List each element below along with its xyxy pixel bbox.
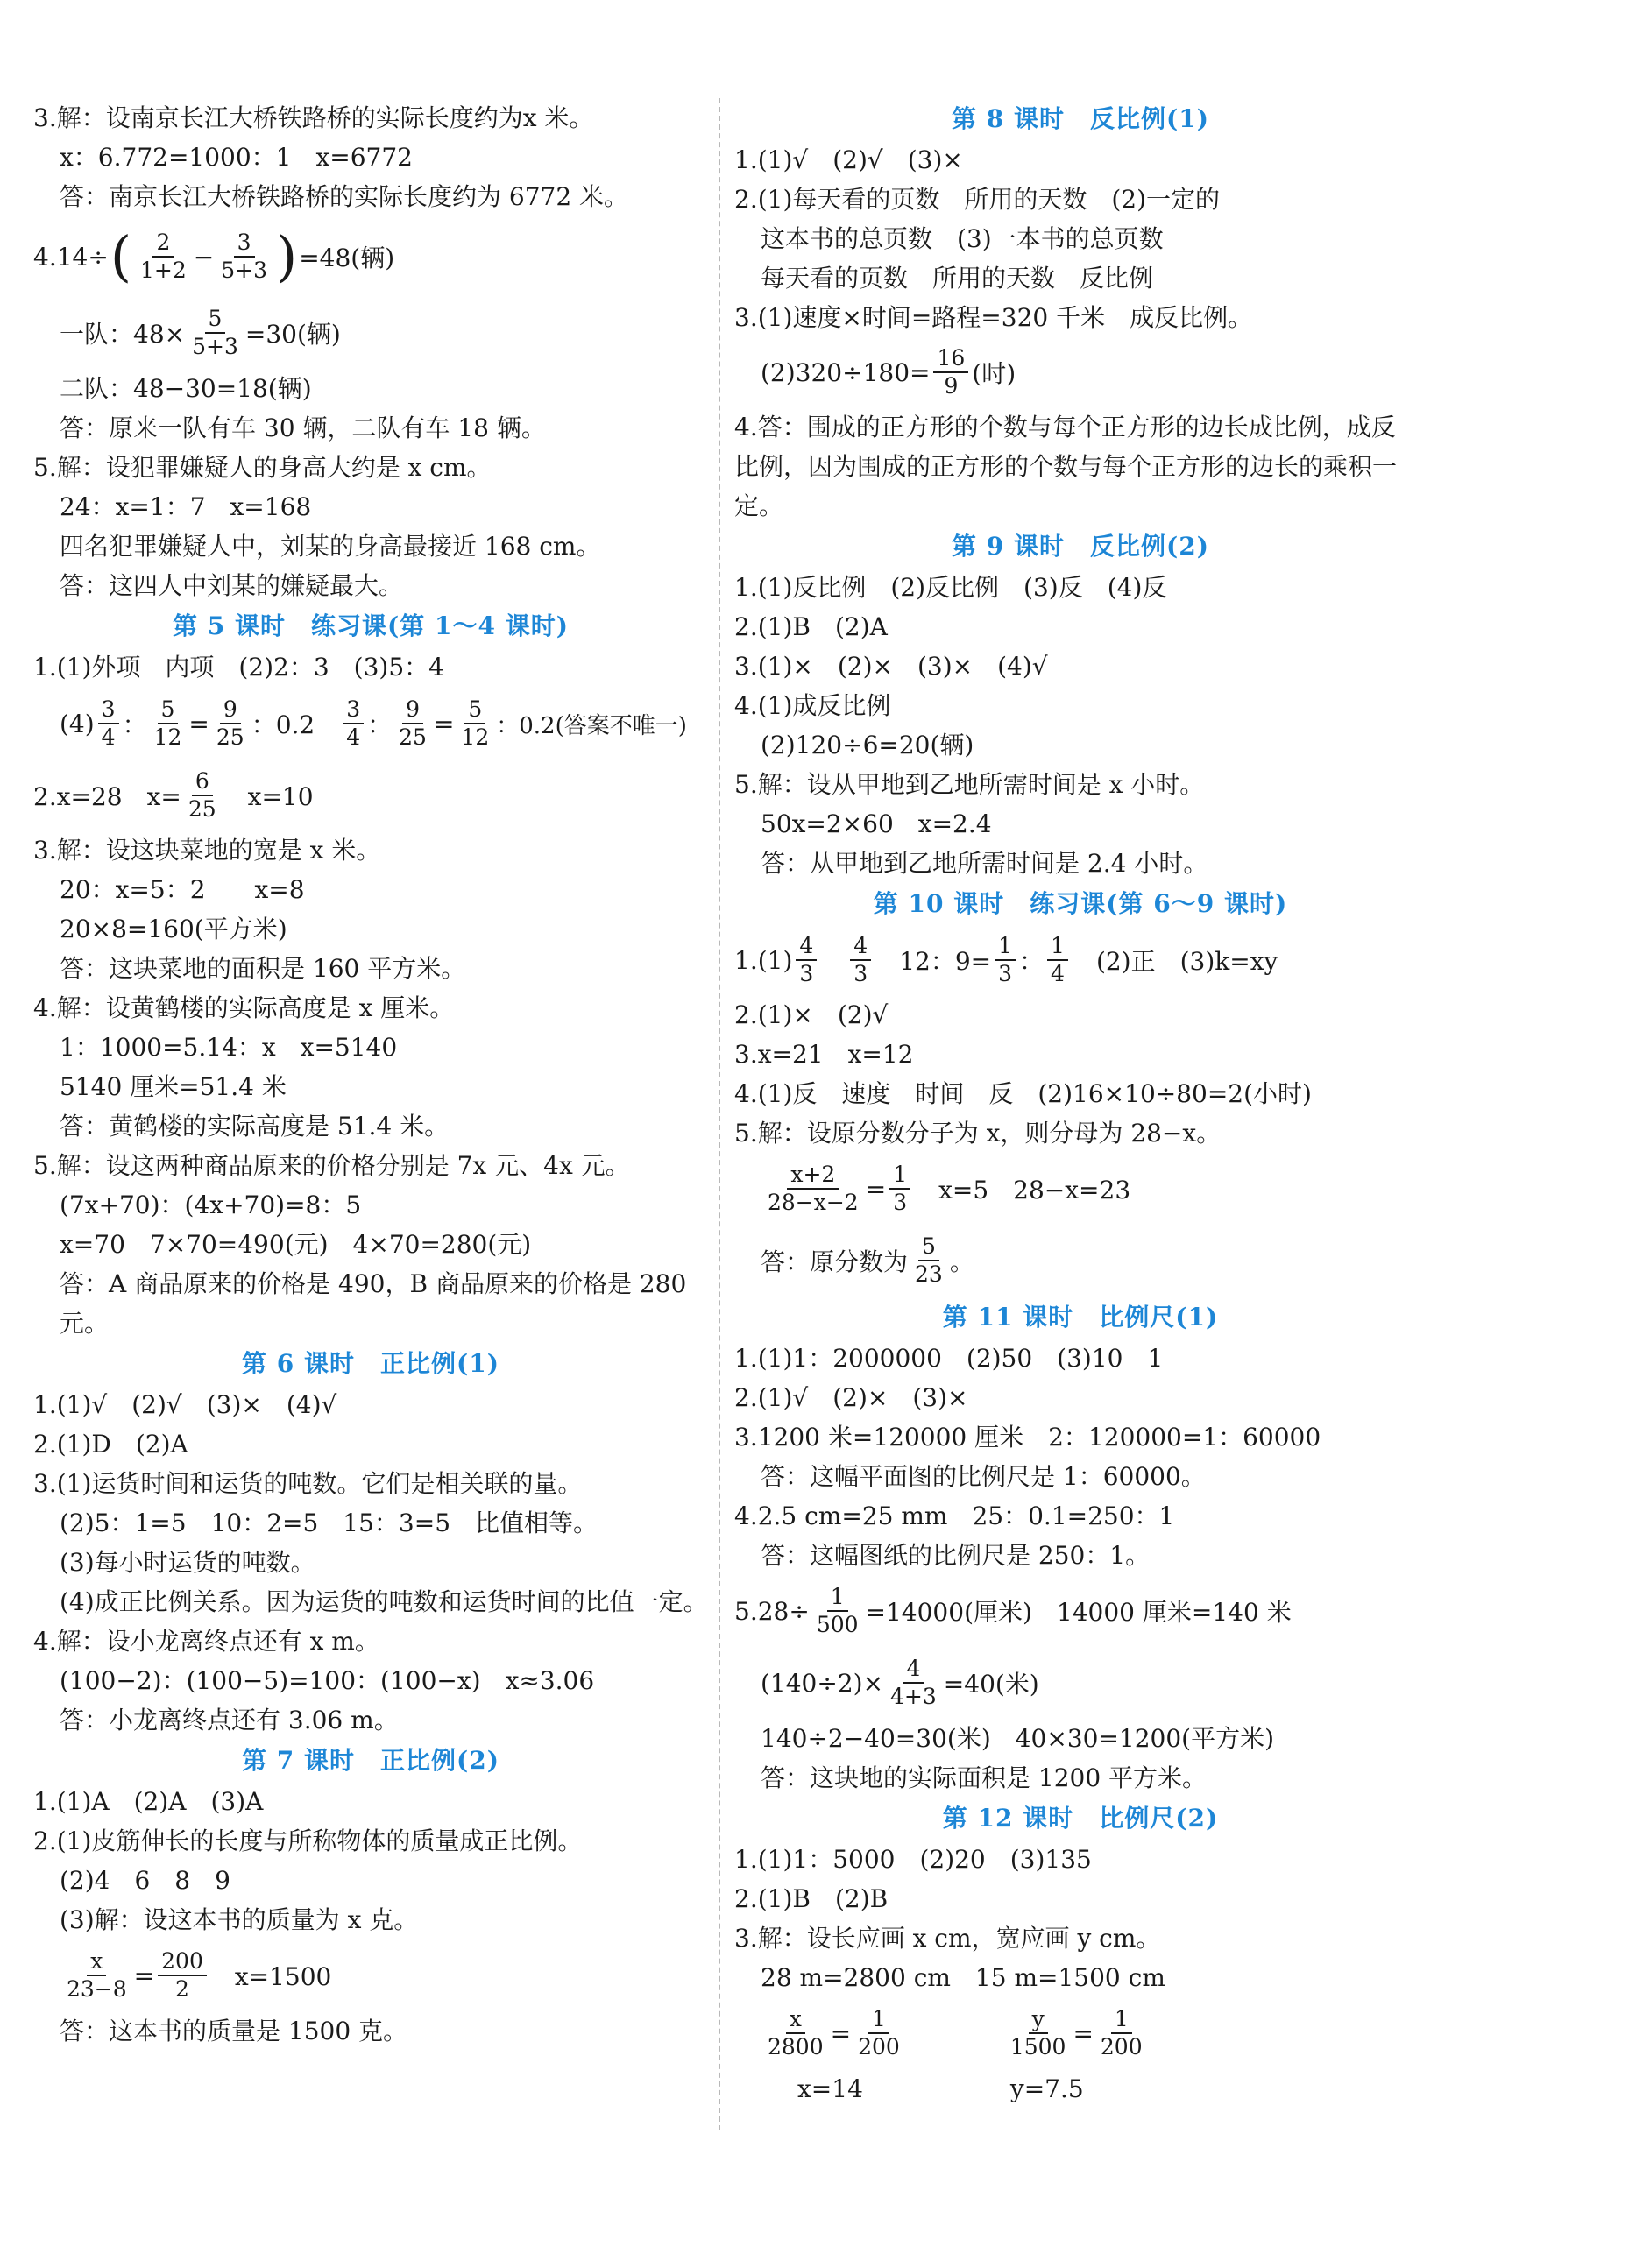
- section-heading-7: 第 7 课时 正比例(2): [242, 1746, 499, 1775]
- s11-q5-line3: 140÷2−40=30(米) 40×30=1200(平方米): [761, 1724, 1275, 1753]
- s6-q1: 1.(1)√ (2)√ (3)× (4)√: [33, 1390, 337, 1419]
- s9-q5-answer: 答：从甲地到乙地所需时间是 2.4 小时。: [761, 849, 1208, 878]
- s12-q3-line2: 28 m=2800 cm 15 m=1500 cm: [761, 1963, 1165, 1992]
- s5-q4-line2: 1：1000=5.14：x x=5140: [60, 1033, 398, 1062]
- column-divider: [719, 98, 720, 2130]
- s10-q1: 1.(1) $\frac{4}{3}$ $\frac{4}{3}$ 12：9= $\frac{1}{3}$ ： $\frac{1}{4}$ (2)正 (3)k=xy: [734, 933, 1278, 986]
- s5-q5-line3: x=70 7×70=490(元) 4×70=280(元): [60, 1230, 532, 1259]
- p3-answer: 答：南京长江大桥铁路桥的实际长度约为 6772 米。: [60, 182, 629, 211]
- section-heading-11: 第 11 课时 比例尺(1): [942, 1303, 1219, 1332]
- s6-q4-line1: 4.解：设小龙离终点还有 x m。: [33, 1627, 379, 1656]
- s5-q5-line2: (7x+70)：(4x+70)=8：5: [60, 1191, 362, 1219]
- s6-q3-line1: 3.(1)运货时间和运货的吨数。它们是相关联的量。: [33, 1469, 583, 1498]
- s11-q5-answer: 答：这块地的实际面积是 1200 平方米。: [761, 1763, 1208, 1792]
- p4-equation: 4.14÷ ( $\frac{2}{1+2}$ − $\frac{3}{5+3}$ ) =48(辆): [33, 224, 395, 288]
- s5-q3-answer: 答：这块菜地的面积是 160 平方米。: [60, 954, 466, 983]
- s11-q3-answer: 答：这幅平面图的比例尺是 1：60000。: [761, 1462, 1206, 1491]
- s8-q4: 4.答：围成的正方形的个数与每个正方形的边长成比例，成反比例，因为围成的正方形的个数与每个正方形的边长的乘积一定。: [734, 413, 1398, 520]
- p3-line2: x：6.772=1000：1 x=6772: [60, 143, 413, 172]
- s6-q4-line2: (100−2)：(100−5)=100：(100−x) x≈3.06: [60, 1666, 595, 1695]
- s5-q4-answer: 答：黄鹤楼的实际高度是 51.4 米。: [60, 1112, 450, 1141]
- p5-line1: 5.解：设犯罪嫌疑人的身高大约是 x cm。: [33, 453, 492, 482]
- s12-q3-line1: 3.解：设长应画 x cm，宽应画 y cm。: [734, 1924, 1161, 1953]
- p5-line3: 四名犯罪嫌疑人中，刘某的身高最接近 168 cm。: [60, 532, 601, 561]
- s11-q2: 2.(1)√ (2)× (3)×: [734, 1383, 968, 1412]
- s10-q5-equation: $\frac{x+2}{28-x-2}$ = $\frac{1}{3}$ x=5 28−x=23: [768, 1162, 1131, 1215]
- s5-q2: 2.x=28 x= $\frac{6}{25}$ x=10: [33, 768, 314, 822]
- s7-q2-line3: (3)解：设这本书的质量为 x 克。: [60, 1905, 419, 1934]
- p4-team1: 一队：48× $\frac{5}{5+3}$ =30(辆): [60, 306, 341, 359]
- s5-q1: 1.(1)外项 内项 (2)2：3 (3)5：4: [33, 653, 444, 682]
- p4-answer: 答：原来一队有车 30 辆，二队有车 18 辆。: [60, 413, 546, 442]
- s7-q2-line2: (2)4 6 8 9: [60, 1866, 230, 1895]
- fraction: $\frac{3}{5+3}$: [221, 230, 268, 283]
- s5-q5-answer: 答：A 商品原来的价格是 490，B 商品原来的价格是 280 元。: [60, 1269, 687, 1338]
- s5-q3-line3: 20×8=160(平方米): [60, 915, 287, 943]
- s11-q5-line2: (140÷2)× $\frac{4}{4+3}$ =40(米): [761, 1656, 1039, 1709]
- s10-q5-answer: 答：原分数为 $\frac{5}{23}$ 。: [761, 1233, 974, 1287]
- s8-q3-line2: (2)320÷180= $\frac{16}{9}$ (时): [761, 345, 1016, 399]
- s8-q1: 1.(1)√ (2)√ (3)×: [734, 145, 963, 174]
- s5-q4-line1: 4.解：设黄鹤楼的实际高度是 x 厘米。: [33, 993, 455, 1022]
- p4-team2: 二队：48−30=18(辆): [60, 374, 312, 403]
- s9-q1: 1.(1)反比例 (2)反比例 (3)反 (4)反: [734, 573, 1167, 602]
- s7-q2-equation: $\frac{x}{23-8}$ = $\frac{200}{2}$ x=1500: [67, 1948, 332, 2002]
- s8-q2-line1: 2.(1)每天看的页数 所用的天数 (2)一定的: [734, 185, 1221, 214]
- s8-q2-line2: 这本书的总页数 (3)一本书的总页数: [761, 224, 1164, 253]
- s9-q4-line2: (2)120÷6=20(辆): [761, 731, 974, 760]
- p5-answer: 答：这四人中刘某的嫌疑最大。: [60, 571, 404, 600]
- s6-q2: 2.(1)D (2)A: [33, 1430, 188, 1459]
- s12-q2: 2.(1)B (2)B: [734, 1884, 889, 1913]
- section-heading-12: 第 12 课时 比例尺(2): [942, 1804, 1219, 1833]
- section-heading-10: 第 10 课时 练习课(第 6～9 课时): [873, 889, 1288, 918]
- section-heading-6: 第 6 课时 正比例(1): [242, 1349, 499, 1378]
- s6-q3-line2: (2)5：1=5 10：2=5 15：3=5 比值相等。: [60, 1508, 598, 1537]
- s11-q1: 1.(1)1：2000000 (2)50 (3)10 1: [734, 1344, 1164, 1373]
- s12-q1: 1.(1)1：5000 (2)20 (3)135: [734, 1845, 1092, 1874]
- right-column: [734, 98, 1427, 2109]
- s12-q3-equations: $\frac{x}{2800}$ = $\frac{1}{200}$ $\frac{y}{1500}$ = $\frac{1}{200}$: [768, 2006, 1143, 2060]
- s7-q2-answer: 答：这本书的质量是 1500 克。: [60, 2017, 408, 2045]
- s9-q5-line2: 50x=2×60 x=2.4: [761, 809, 992, 838]
- s9-q2: 2.(1)B (2)A: [734, 612, 888, 641]
- s8-q3-line1: 3.(1)速度×时间=路程=320 千米 成反比例。: [734, 303, 1253, 332]
- s9-q3: 3.(1)× (2)× (3)× (4)√: [734, 652, 1048, 681]
- section-heading-5: 第 5 课时 练习课(第 1～4 课时): [173, 611, 569, 640]
- s11-q4-answer: 答：这幅图纸的比例尺是 250：1。: [761, 1541, 1151, 1570]
- s10-q4: 4.(1)反 速度 时间 反 (2)16×10÷80=2(小时): [734, 1079, 1312, 1108]
- fraction: $\frac{2}{1+2}$: [140, 230, 187, 283]
- s10-q3: 3.x=21 x=12: [734, 1040, 914, 1069]
- left-column: [33, 98, 708, 2051]
- s9-q5-line1: 5.解：设从甲地到乙地所需时间是 x 小时。: [734, 770, 1205, 799]
- s11-q4-line1: 4.2.5 cm=25 mm 25：0.1=250：1: [734, 1501, 1175, 1530]
- section-heading-9: 第 9 课时 反比例(2): [952, 532, 1209, 561]
- s12-q3-results: x=14 y=7.5: [797, 2074, 1084, 2103]
- s5-q4-line3: 5140 厘米=51.4 米: [60, 1072, 287, 1101]
- fraction: $\frac{5}{5+3}$: [192, 306, 238, 359]
- p3-line1: 3.解：设南京长江大桥铁路桥的实际长度约为x 米。: [33, 103, 594, 132]
- s10-q5-line1: 5.解：设原分数分子为 x，则分母为 28−x。: [734, 1119, 1222, 1148]
- s6-q3-line4: (4)成正比例关系。因为运货的吨数和运货时间的比值一定。: [60, 1587, 708, 1616]
- s5-q5-line1: 5.解：设这两种商品原来的价格分别是 7x 元、4x 元。: [33, 1151, 630, 1180]
- s6-q3-line3: (3)每小时运货的吨数。: [60, 1548, 315, 1577]
- p5-line2: 24：x=1：7 x=168: [60, 492, 312, 521]
- s11-q5-line1: 5.28÷ $\frac{1}{500}$ =14000(厘米) 14000 厘米=140 米: [734, 1584, 1292, 1637]
- s6-q4-answer: 答：小龙离终点还有 3.06 m。: [60, 1706, 399, 1735]
- s10-q2: 2.(1)× (2)√: [734, 1000, 889, 1029]
- s5-q3-line1: 3.解：设这块菜地的宽是 x 米。: [33, 836, 381, 865]
- s7-q1: 1.(1)A (2)A (3)A: [33, 1787, 264, 1816]
- section-heading-8: 第 8 课时 反比例(1): [952, 104, 1209, 133]
- s9-q4-line1: 4.(1)成反比例: [734, 691, 891, 720]
- s8-q2-line3: 每天看的页数 所用的天数 反比例: [761, 264, 1154, 293]
- s5-q1-part4: (4) $\frac{3}{4}$ ： $\frac{5}{12}$ = $\frac{9}{25}$ ：0.2 $\frac{3}{4}$ ： $\frac{9}{25}$ = $\frac{5}{12}$ ：0.2(答案不唯一): [60, 696, 687, 750]
- s7-q2-line1: 2.(1)皮筋伸长的长度与所称物体的质量成正比例。: [33, 1826, 583, 1855]
- s5-q3-line2: 20：x=5：2 x=8: [60, 875, 305, 904]
- s11-q3-line1: 3.1200 米=120000 厘米 2：120000=1：60000: [734, 1423, 1321, 1452]
